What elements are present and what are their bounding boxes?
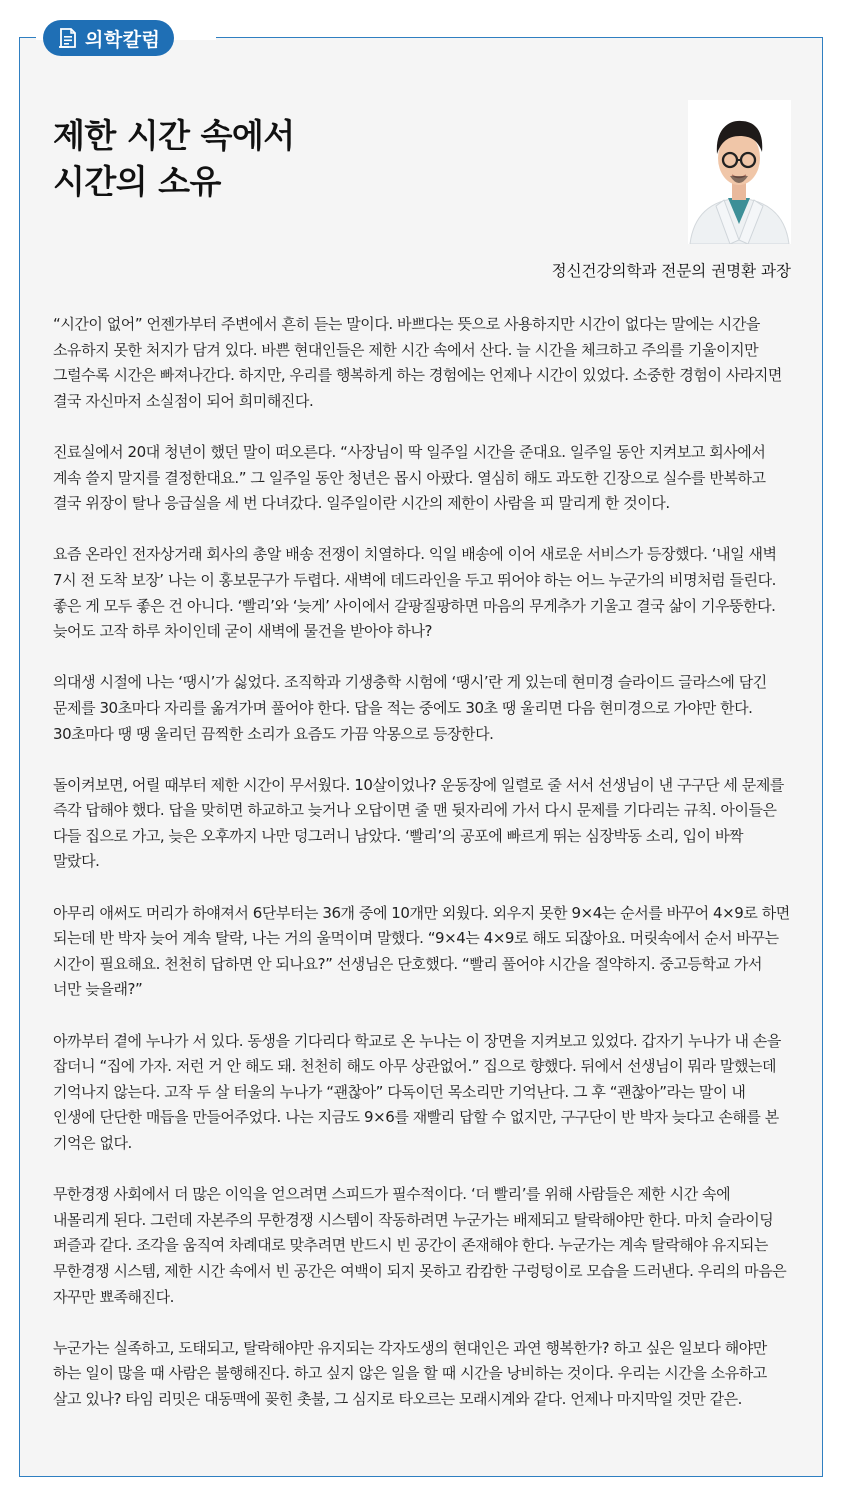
article-title: [53, 113, 295, 205]
category-label: 의학칼럼: [85, 28, 161, 51]
paragraph: 진료실에서 20대 청년이 했던 말이 떠오른다. “사장님이 딱 일주일 시간을 준대요. 일주일 동안 지켜보고 회사에서 계속 쓸지 말지를 결정한대요.” 그 일주일 동안 청년은 몹시 아팠다. 열심히 해도 과도한 긴장으로 실수를 반복하고 결국 위장이 탈나 응급실을 세 번 다녀갔다. 일주일이란 시간의 제한이 사람을 피 말리게 한 것이다.: [53, 442, 766, 513]
article-body: [53, 312, 790, 1438]
author-photo: [688, 100, 791, 244]
paragraph: 누군가는 실족하고, 도태되고, 탈락해야만 유지되는 각자도생의 현대인은 과연 행복한가? 하고 싶은 일보다 해야만 하는 일이 많을 때 사람은 불행해진다. 하고 싶지 않은 일을 할 때 시간을 낭비하는 것이다. 우리는 시간을 소유하고 살고 있나? 타임 리밋은 대동맥에 꽂힌 촛불, 그 심지로 타오르는 모래시계와 같다. 언제나 마지막일 것만 같은.: [53, 1338, 767, 1408]
paragraph: 무한경쟁 사회에서 더 많은 이익을 얻으려면 스피드가 필수적이다. ‘더 빨리’를 위해 사람들은 제한 시간 속에 내몰리게 된다. 그런데 자본주의 무한경쟁 시스템이 작동하려면 누군가는 배제되고 탈락해야만 한다. 마치 슬라이딩 퍼즐과 같다. 조각을 움직여 차례대로 맞추려면 반드시 빈 공간이 존재해야 한다. 누군가는 계속 탈락해야 유지되는 무한경쟁 시스템, 제한 시간 속에서 빈 공간은 여백이 되지 못하고 캄캄한 구렁텅이로 모습을 드러낸다. 우리의 마음은 자꾸만 뾰족해진다.: [53, 1185, 787, 1306]
title-line-1: 제한 시간 속에서: [53, 116, 295, 155]
paragraph: 아무리 애써도 머리가 하얘져서 6단부터는 36개 중에 10개만 외웠다. 외우지 못한 9×4는 순서를 바꾸어 4×9로 하면 되는데 반 박자 늦어 계속 탈락, 나는 거의 울먹이며 말했다. “9×4는 4×9로 해도 되잖아요. 머릿속에서 순서 바꾸는 시간이 필요해요. 천천히 답하면 안 되나요?” 선생님은 단호했다. “빨리 풀어야 시간을 절약하지. 중고등학교 가서 너만 늦을래?”: [53, 903, 790, 999]
paragraph: 돌이켜보면, 어릴 때부터 제한 시간이 무서웠다. 10살이었나? 운동장에 일렬로 줄 서서 선생님이 낸 구구단 세 문제를 즉각 답해야 했다. 답을 맞히면 하교하고 늦거나 오답이면 줄 맨 뒷자리에 가서 다시 문제를 기다리는 규칙. 아이들은 다들 집으로 가고, 늦은 오후까지 나만 덩그러니 남았다. ‘빨리’의 공포에 빠르게 뛰는 심장박동 소리, 입이 바짝 말랐다.: [53, 775, 784, 871]
paragraph: 아까부터 곁에 누나가 서 있다. 동생을 기다리다 학교로 온 누나는 이 장면을 지켜보고 있었다. 갑자기 누나가 내 손을 잡더니 “집에 가자. 저런 거 안 해도 돼. 천천히 해도 아무 상관없어.” 집으로 향했다. 뒤에서 선생님이 뭐라 말했는데 기억나지 않는다. 고작 두 살 터울의 누나가 “괜찮아” 다독이던 목소리만 기억난다. 그 후 “괜찮아”라는 말이 내 인생에 단단한 매듭을 만들어주었다. 나는 지금도 9×6를 재빨리 답할 수 없지만, 구구단이 반 박자 늦다고 손해를 본 기억은 없다.: [53, 1031, 781, 1152]
title-line-2: 시간의 소유: [53, 162, 221, 201]
document-icon: [57, 27, 79, 49]
paragraph: 요즘 온라인 전자상거래 회사의 총알 배송 전쟁이 치열하다. 익일 배송에 이어 새로운 서비스가 등장했다. ‘내일 새벽 7시 전 도착 보장’ 나는 이 홍보문구가 두렵다. 새벽에 데드라인을 두고 뛰어야 하는 어느 누군가의 비명처럼 들린다. 좋은 게 모두 좋은 건 아니다. ‘빨리’와 ‘늦게’ 사이에서 갈팡질팡하면 마음의 무게추가 기울고 결국 삶이 기우뚱한다. 늦어도 고작 하루 차이인데 굳이 새벽에 물건을 받아야 하나?: [53, 545, 777, 641]
category-badge: [43, 20, 174, 56]
paragraph: 의대생 시절에 나는 ‘땡시’가 싫었다. 조직학과 기생충학 시험에 ‘땡시’란 게 있는데 현미경 슬라이드 글라스에 담긴 문제를 30초마다 자리를 옮겨가며 풀어야 한다. 답을 적는 중에도 30초 땡 울리면 다음 현미경으로 가야만 한다. 30초마다 땡 땡 울리던 끔찍한 소리가 요즘도 가끔 악몽으로 등장한다.: [53, 673, 767, 743]
paragraph: “시간이 없어” 언젠가부터 주변에서 흔히 듣는 말이다. 바쁘다는 뜻으로 사용하지만 시간이 없다는 말에는 시간을 소유하지 못한 처지가 담겨 있다. 바쁜 현대인들은 제한 시간 속에서 산다. 늘 시간을 체크하고 주의를 기울이지만 그럴수록 시간은 빠져나간다. 하지만, 우리를 행복하게 하는 경험에는 언제나 시간이 있었다. 소중한 경험이 사라지면 결국 자신마저 소실점이 되어 희미해진다.: [53, 315, 782, 410]
author-byline: 정신건강의학과 전문의 권명환 과장: [551, 262, 791, 280]
